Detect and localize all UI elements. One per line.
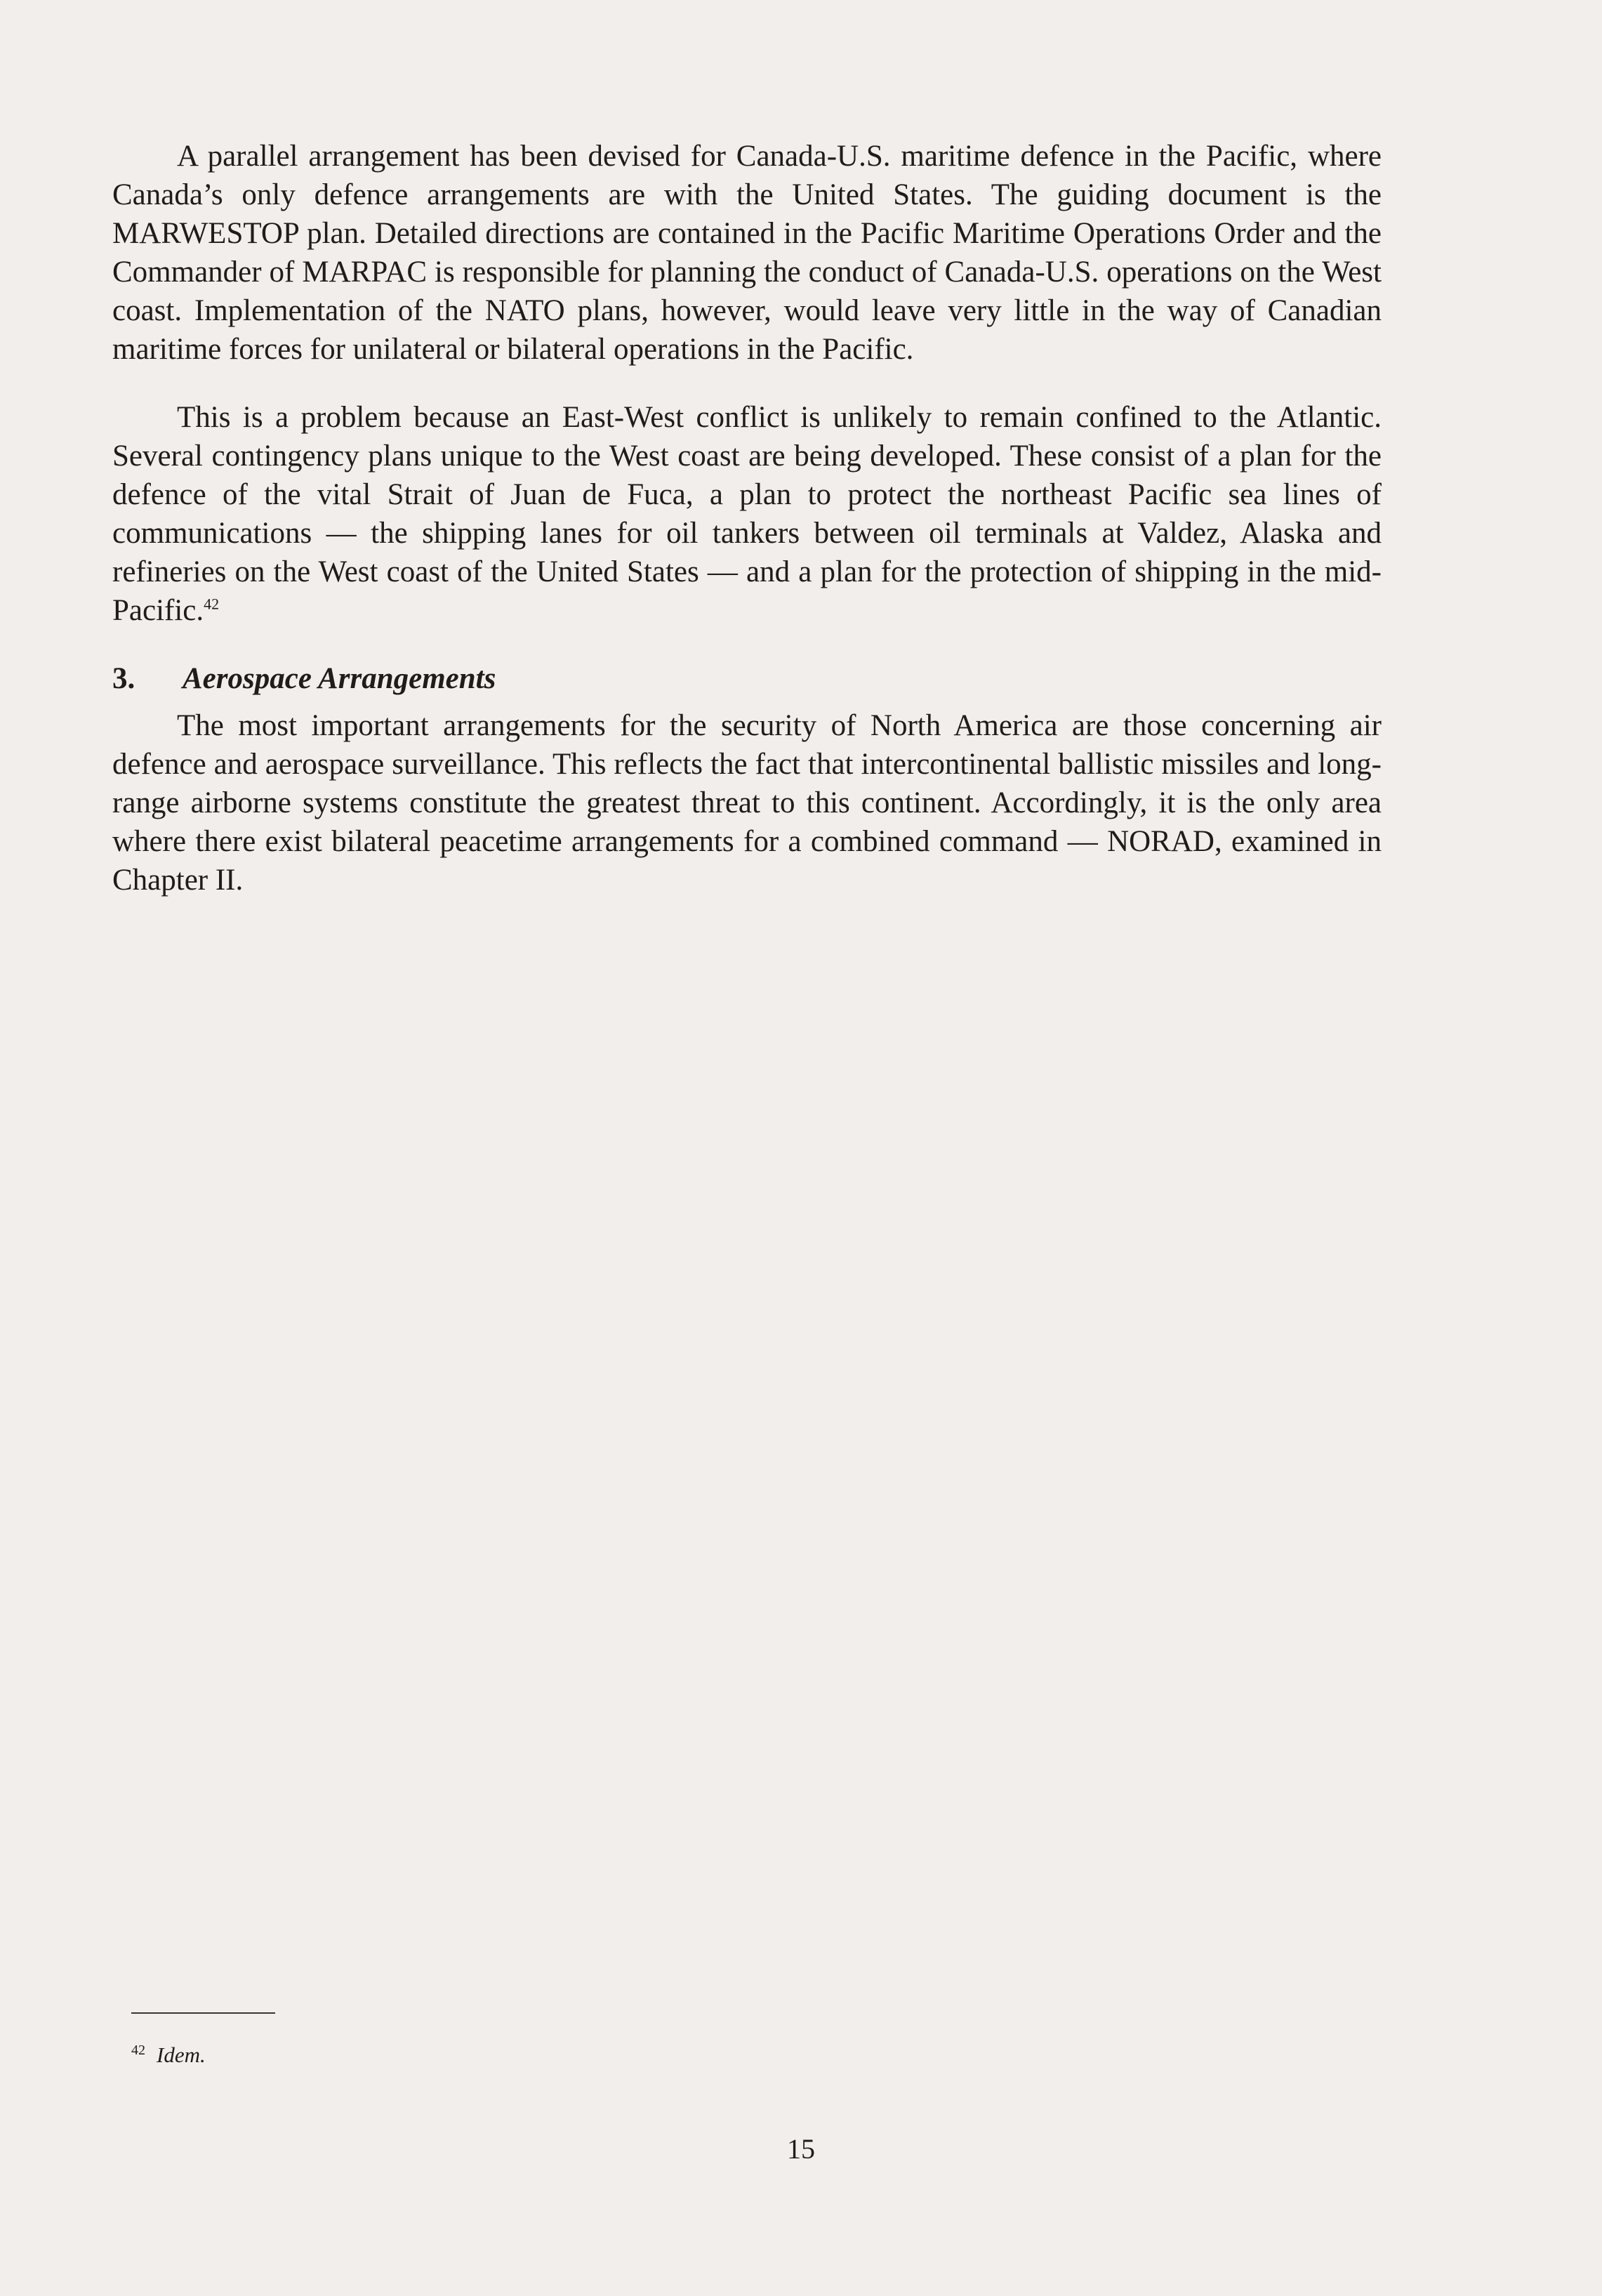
footnote-text: Idem. [157,2043,206,2067]
page-number: 15 [787,2133,815,2165]
section-title: Aerospace Arrangements [183,662,496,695]
paragraph-aerospace: The most important arrangements for the security of North America are those concerning air defence and aerospace surveillance. This reflects the fact that intercontinental ballistic missiles and long-range airborne systems constitute the greatest threat to this continent. Accordingly, it is the only area where there exist bilateral peacetime arrangements for a combined command — NORAD, examined in Chapter II. [112,709,1382,897]
body-text [112,137,1382,899]
footnote-number: 42 [131,2042,145,2058]
paragraph-contingency-plans [112,398,1382,630]
paragraph-pacific-arrangement: A parallel arrangement has been devised for Canada-U.S. maritime defence in the Pacific, where Canada’s only defence arrangements are with the United States. The guiding document is the MARWESTOP plan. Detailed directions are contained in the Pacific Maritime Operations Order and the Commander of MARPAC is responsible for planning the conduct of Canada-U.S. operations on the West coast. Implementation of the NATO plans, however, would leave very little in the way of Canadian maritime forces for unilateral or bilateral operations in the Pacific. [112,140,1382,366]
section-heading [112,659,1382,698]
footnote-42 [131,2041,206,2069]
section-number: 3. [112,662,135,695]
footnote-reference-42: 42 [204,595,220,613]
footnote-divider [131,2012,275,2014]
paragraph-contingency-plans-text: This is a problem because an East-West conflict is unlikely to remain confined to the Atlantic. Several contingency plans unique to the West coast are being developed. These consist of a plan for the defence of the vital Strait of Juan de Fuca, a plan to protect the northeast Pacific sea lines of communications — the shipping lanes for oil tankers between oil terminals at Valdez, Alaska and refineries on the West coast of the United States — and a plan for the protection of shipping in the mid-Pacific. [112,401,1382,627]
